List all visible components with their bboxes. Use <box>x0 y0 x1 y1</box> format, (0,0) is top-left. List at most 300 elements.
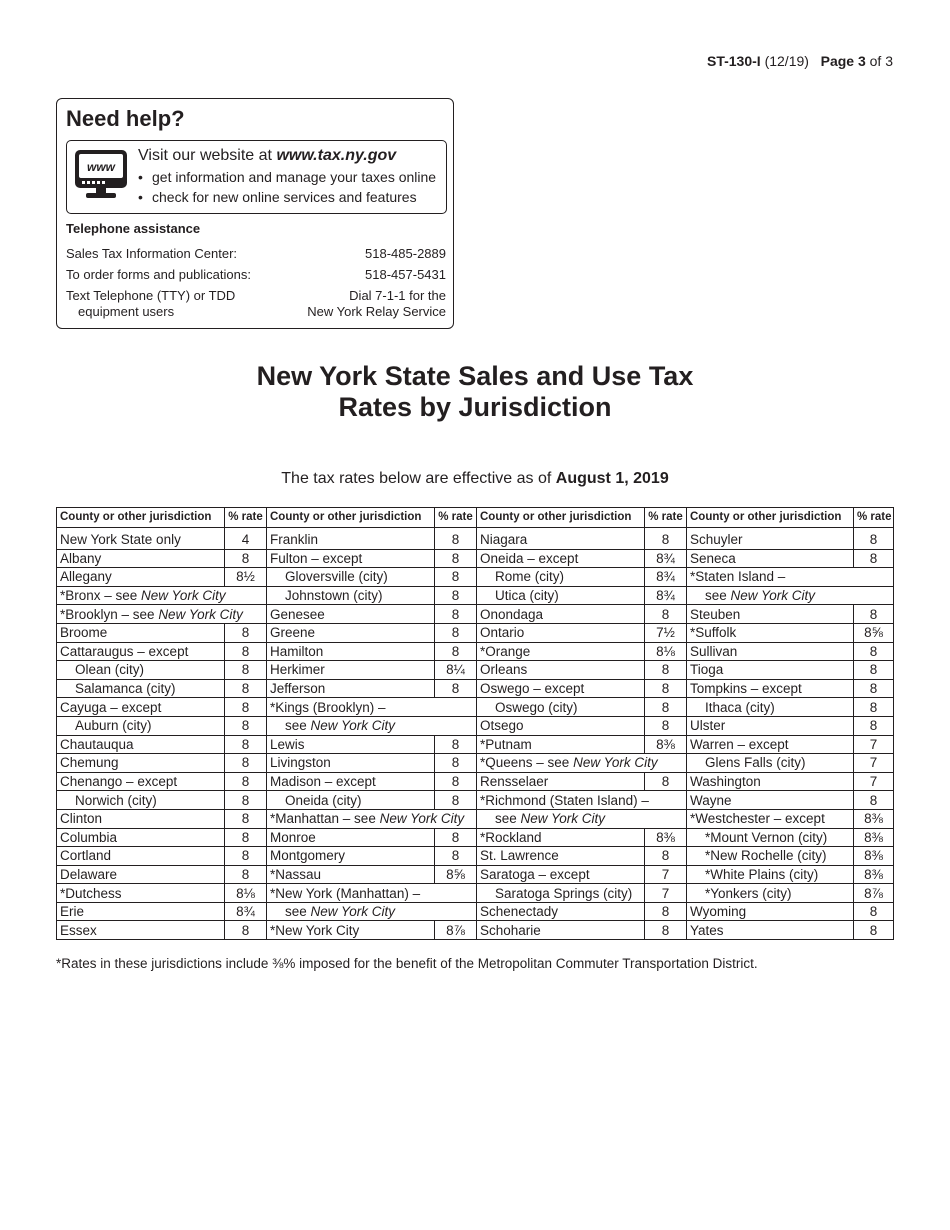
jurisdiction-text: *Staten Island – <box>690 569 786 585</box>
jurisdiction-name <box>57 847 225 866</box>
tax-rate: 8 <box>854 679 894 698</box>
jurisdiction-text: *Manhattan – see <box>270 811 380 827</box>
jurisdiction-text: Wyoming <box>690 904 747 920</box>
jurisdiction-text: *Suffolk <box>690 625 737 641</box>
jurisdiction-text: Cattaraugus – except <box>60 643 189 659</box>
jurisdiction-reference: New York City <box>573 755 658 771</box>
jurisdiction-name <box>57 605 267 624</box>
jurisdiction-name <box>477 549 645 568</box>
jurisdiction-name <box>267 865 435 884</box>
jurisdiction-name <box>477 921 645 940</box>
jurisdiction-name <box>57 679 225 698</box>
tax-rate: 8 <box>645 528 687 550</box>
jurisdiction-text: Livingston <box>270 755 331 771</box>
jurisdiction-name <box>687 828 854 847</box>
jurisdiction-text: *Brooklyn – see <box>60 606 159 622</box>
jurisdiction-text: St. Lawrence <box>480 848 559 864</box>
table-row <box>57 642 894 661</box>
jurisdiction-name <box>477 902 645 921</box>
jurisdiction-text: *Nassau <box>270 866 322 882</box>
jurisdiction-name <box>57 661 225 680</box>
jurisdiction-text: *Mount Vernon (city) <box>705 829 828 845</box>
jurisdiction-name <box>57 921 225 940</box>
table-row <box>57 623 894 642</box>
jurisdiction-name <box>477 865 645 884</box>
column-header: County or other jurisdiction <box>477 508 645 528</box>
title-line: New York State Sales and Use Tax <box>256 361 694 391</box>
tax-rate: 8 <box>854 642 894 661</box>
jurisdiction-reference: New York City <box>379 811 465 827</box>
jurisdiction-reference: New York City <box>158 606 243 622</box>
jurisdiction-name <box>57 772 225 791</box>
jurisdiction-text: Steuben <box>690 606 741 622</box>
jurisdiction-name <box>267 623 435 642</box>
jurisdiction-text: Oneida – except <box>480 550 579 566</box>
jurisdiction-name <box>687 528 854 550</box>
jurisdiction-name <box>267 679 435 698</box>
jurisdiction-name <box>267 586 435 605</box>
footnote: *Rates in these jurisdictions include ⅜% imposed for the benefit of the Metropolitan Commuter Transportation District. <box>56 956 758 971</box>
tax-rate: 8⅞ <box>854 884 894 903</box>
jurisdiction-text: Rensselaer <box>480 774 549 790</box>
tax-rate: 8 <box>854 791 894 810</box>
jurisdiction-text: Rome (city) <box>495 569 565 585</box>
jurisdiction-name <box>477 623 645 642</box>
jurisdiction-name <box>687 847 854 866</box>
table-row <box>57 884 894 903</box>
website-box <box>66 140 447 214</box>
tax-rate: 8⅞ <box>435 921 477 940</box>
table-row <box>57 809 894 828</box>
table-row <box>57 549 894 568</box>
tax-rate: 8 <box>225 754 267 773</box>
jurisdiction-text: *Yonkers (city) <box>705 885 792 901</box>
tax-rate: 8 <box>435 528 477 550</box>
jurisdiction-text: New York State only <box>60 532 181 548</box>
jurisdiction-text: *Rockland <box>480 829 542 845</box>
jurisdiction-text: Otsego <box>480 718 524 734</box>
telephone-label-line: equipment users <box>78 304 175 319</box>
telephone-label: To order forms and publications: <box>66 267 251 282</box>
jurisdiction-text: Allegany <box>60 569 112 585</box>
tax-rate: 8½ <box>225 568 267 587</box>
jurisdiction-text: Tioga <box>690 662 724 678</box>
tax-rate: 8 <box>645 698 687 717</box>
jurisdiction-text: *Richmond (Staten Island) – <box>480 792 649 808</box>
bullet-item: • get information and manage your taxes online <box>138 169 437 185</box>
jurisdiction-name <box>57 735 225 754</box>
jurisdiction-text: see <box>285 718 311 734</box>
table-row <box>57 847 894 866</box>
tax-rate: 8 <box>225 809 267 828</box>
tax-rate: 8¾ <box>225 902 267 921</box>
jurisdiction-name <box>687 679 854 698</box>
tax-rate: 8 <box>225 549 267 568</box>
tax-rate: 4 <box>225 528 267 550</box>
jurisdiction-name <box>477 605 645 624</box>
jurisdiction-name <box>267 642 435 661</box>
jurisdiction-reference: New York City <box>730 588 816 604</box>
rate-header: % rate <box>854 508 894 528</box>
jurisdiction-text: Herkimer <box>270 662 325 678</box>
jurisdiction-text: Jefferson <box>270 681 326 697</box>
jurisdiction-name <box>477 716 645 735</box>
jurisdiction-text: Franklin <box>270 532 319 548</box>
tax-rate: 8 <box>225 735 267 754</box>
jurisdiction-name <box>267 549 435 568</box>
jurisdiction-name <box>57 828 225 847</box>
tax-rate: 8 <box>854 716 894 735</box>
title-line: Rates by Jurisdiction <box>338 392 612 422</box>
table-row <box>57 754 894 773</box>
bullet-item: • check for new online services and features <box>138 189 417 205</box>
effective-date-line <box>0 470 950 488</box>
jurisdiction-name <box>57 884 225 903</box>
page-label: Page 3 <box>820 53 866 69</box>
jurisdiction-name <box>267 791 435 810</box>
jurisdiction-text: Albany <box>60 550 102 566</box>
tax-rates-table <box>56 507 894 940</box>
tax-rate: 8 <box>854 661 894 680</box>
tax-rate: 8 <box>854 605 894 624</box>
table-body <box>57 528 894 940</box>
tax-rate: 8⅛ <box>645 642 687 661</box>
website-prefix: Visit our website at <box>138 147 277 164</box>
tax-rate: 8 <box>435 586 477 605</box>
jurisdiction-name <box>267 754 435 773</box>
jurisdiction-name <box>687 586 894 605</box>
jurisdiction-name <box>57 586 267 605</box>
bullet-text: check for new online services and features <box>152 189 417 205</box>
jurisdiction-name <box>477 698 645 717</box>
telephone-label <box>66 288 235 320</box>
jurisdiction-name <box>267 902 477 921</box>
telephone-label-line: Text Telephone (TTY) or TDD <box>66 288 236 303</box>
jurisdiction-text: Lewis <box>270 736 305 752</box>
table-row <box>57 568 894 587</box>
jurisdiction-text: see <box>495 811 521 827</box>
jurisdiction-text: Cayuga – except <box>60 699 162 715</box>
jurisdiction-name <box>687 716 854 735</box>
tax-rate: 8 <box>435 605 477 624</box>
tax-rate: 8 <box>645 772 687 791</box>
jurisdiction-name <box>477 809 687 828</box>
jurisdiction-name <box>687 661 854 680</box>
jurisdiction-text: Chemung <box>60 755 119 771</box>
jurisdiction-name <box>477 568 645 587</box>
telephone-number <box>307 288 446 320</box>
bullet-text: get information and manage your taxes online <box>152 169 437 185</box>
table-row <box>57 528 894 550</box>
jurisdiction-name <box>687 772 854 791</box>
jurisdiction-text: Gloversville (city) <box>285 569 388 585</box>
jurisdiction-name <box>687 698 854 717</box>
jurisdiction-text: *Bronx – see <box>60 588 142 604</box>
tax-rate: 8 <box>225 679 267 698</box>
table-row <box>57 698 894 717</box>
tax-rate: 8 <box>435 828 477 847</box>
tax-rate: 8 <box>854 549 894 568</box>
table-row <box>57 772 894 791</box>
jurisdiction-name <box>267 698 477 717</box>
page-title <box>0 361 950 423</box>
column-header: County or other jurisdiction <box>57 508 225 528</box>
tax-rate: 8⅜ <box>854 847 894 866</box>
jurisdiction-name <box>477 828 645 847</box>
jurisdiction-text: Utica (city) <box>495 588 559 604</box>
jurisdiction-text: Salamanca (city) <box>75 681 176 697</box>
website-url-link[interactable]: www.tax.ny.gov <box>276 147 397 164</box>
tax-rate: 8 <box>645 902 687 921</box>
jurisdiction-name <box>57 549 225 568</box>
jurisdiction-name <box>477 661 645 680</box>
tax-rate: 8 <box>435 568 477 587</box>
tax-rate: 8 <box>225 716 267 735</box>
form-number: ST-130-I <box>706 53 761 69</box>
tax-rate: 8 <box>225 791 267 810</box>
jurisdiction-text: Broome <box>60 625 108 641</box>
jurisdiction-name <box>687 902 854 921</box>
tax-rate: 8 <box>854 528 894 550</box>
jurisdiction-text: *New York City <box>270 922 360 938</box>
tax-rate: 8 <box>854 902 894 921</box>
jurisdiction-text: Ulster <box>690 718 726 734</box>
jurisdiction-text: see <box>285 904 311 920</box>
jurisdiction-text: Fulton – except <box>270 550 363 566</box>
jurisdiction-text: Madison – except <box>270 774 376 790</box>
tax-rate: 8 <box>435 735 477 754</box>
jurisdiction-name <box>267 716 477 735</box>
jurisdiction-name <box>687 568 894 587</box>
jurisdiction-text: *Westchester – except <box>690 811 825 827</box>
tax-rate: 8 <box>225 698 267 717</box>
table-header-row <box>57 508 894 528</box>
table-row <box>57 921 894 940</box>
jurisdiction-text: Delaware <box>60 866 118 882</box>
jurisdiction-text: Onondaga <box>480 606 544 622</box>
tax-rate: 8¾ <box>645 568 687 587</box>
jurisdiction-name <box>687 623 854 642</box>
jurisdiction-name <box>687 884 854 903</box>
jurisdiction-name <box>477 791 687 810</box>
jurisdiction-name <box>477 642 645 661</box>
jurisdiction-text: Washington <box>690 774 761 790</box>
tax-rate: 8 <box>225 828 267 847</box>
jurisdiction-name <box>57 902 225 921</box>
jurisdiction-text: Ontario <box>480 625 525 641</box>
tax-rate: 8 <box>435 754 477 773</box>
tax-rate: 8 <box>435 791 477 810</box>
tax-rate: 8 <box>225 642 267 661</box>
jurisdiction-text: Saratoga Springs (city) <box>495 885 633 901</box>
effective-date: August 1, 2019 <box>555 470 669 487</box>
jurisdiction-text: Genesee <box>270 606 325 622</box>
jurisdiction-name <box>687 642 854 661</box>
tax-rate: 8⅝ <box>854 623 894 642</box>
jurisdiction-name <box>477 884 645 903</box>
table-row <box>57 586 894 605</box>
jurisdiction-name <box>267 921 435 940</box>
jurisdiction-name <box>687 921 854 940</box>
jurisdiction-text: *New Rochelle (city) <box>705 848 827 864</box>
jurisdiction-name <box>687 791 854 810</box>
jurisdiction-name <box>687 549 854 568</box>
tax-rate: 8 <box>435 679 477 698</box>
jurisdiction-reference: New York City <box>520 811 606 827</box>
jurisdiction-text: Seneca <box>690 550 736 566</box>
table-row <box>57 661 894 680</box>
tax-rate: 8 <box>645 661 687 680</box>
jurisdiction-name <box>477 772 645 791</box>
jurisdiction-name <box>267 847 435 866</box>
jurisdiction-name <box>477 735 645 754</box>
tax-rate: 8⅛ <box>225 884 267 903</box>
jurisdiction-text: Ithaca (city) <box>705 699 775 715</box>
jurisdiction-text: Orleans <box>480 662 528 678</box>
tax-rate: 8 <box>854 921 894 940</box>
rate-header: % rate <box>225 508 267 528</box>
tax-rate: 7 <box>854 772 894 791</box>
tax-rate: 8 <box>225 865 267 884</box>
jurisdiction-text: Chenango – except <box>60 774 178 790</box>
jurisdiction-text: *Putnam <box>480 736 532 752</box>
jurisdiction-name <box>687 735 854 754</box>
table-row <box>57 679 894 698</box>
tax-rate: 8 <box>645 847 687 866</box>
jurisdiction-text: Clinton <box>60 811 103 827</box>
rate-header: % rate <box>645 508 687 528</box>
jurisdiction-text: Schoharie <box>480 922 541 938</box>
jurisdiction-name <box>57 698 225 717</box>
column-header: County or other jurisdiction <box>267 508 435 528</box>
jurisdiction-name <box>57 623 225 642</box>
jurisdiction-text: Oneida (city) <box>285 792 362 808</box>
jurisdiction-name <box>267 772 435 791</box>
jurisdiction-text: Tompkins – except <box>690 681 802 697</box>
tax-rate: 8 <box>435 847 477 866</box>
jurisdiction-name <box>57 865 225 884</box>
page-of: of 3 <box>865 53 893 69</box>
tax-rate: 8⅜ <box>854 828 894 847</box>
jurisdiction-text: *Orange <box>480 643 531 659</box>
jurisdiction-name <box>477 528 645 550</box>
tax-rate: 8 <box>645 605 687 624</box>
jurisdiction-text: Greene <box>270 625 316 641</box>
jurisdiction-text: *White Plains (city) <box>705 866 819 882</box>
tax-rate: 8 <box>435 642 477 661</box>
jurisdiction-text: Chautauqua <box>60 736 134 752</box>
jurisdiction-text: Erie <box>60 904 85 920</box>
jurisdiction-name <box>267 828 435 847</box>
jurisdiction-text: Wayne <box>690 792 732 808</box>
form-date: (12/19) <box>760 53 809 69</box>
table-row <box>57 865 894 884</box>
jurisdiction-name <box>267 809 477 828</box>
jurisdiction-reference: New York City <box>141 588 226 604</box>
jurisdiction-text: Olean (city) <box>75 662 145 678</box>
tax-rate: 8 <box>645 679 687 698</box>
jurisdiction-text: *Queens – see <box>480 755 574 771</box>
jurisdiction-text: Warren – except <box>690 736 789 752</box>
jurisdiction-text: Yates <box>690 922 724 938</box>
tax-rate: 8 <box>225 847 267 866</box>
jurisdiction-name <box>57 642 225 661</box>
tax-rate: 7 <box>645 865 687 884</box>
table-row <box>57 828 894 847</box>
jurisdiction-text: *Kings (Brooklyn) – <box>270 699 386 715</box>
jurisdiction-text: *New York (Manhattan) – <box>270 885 421 901</box>
website-line <box>138 147 396 165</box>
jurisdiction-text: Cortland <box>60 848 112 864</box>
rate-header: % rate <box>435 508 477 528</box>
tax-rate: 8 <box>645 921 687 940</box>
jurisdiction-text: Essex <box>60 922 97 938</box>
jurisdiction-text: Monroe <box>270 829 316 845</box>
tax-rate: 7 <box>645 884 687 903</box>
tax-rate: 8¾ <box>645 549 687 568</box>
jurisdiction-name <box>267 528 435 550</box>
jurisdiction-text: Norwich (city) <box>75 792 157 808</box>
jurisdiction-text: Oswego – except <box>480 681 585 697</box>
tax-rate: 8⅜ <box>854 865 894 884</box>
table-row <box>57 605 894 624</box>
jurisdiction-name <box>477 847 645 866</box>
jurisdiction-reference: New York City <box>310 718 396 734</box>
tax-rate: 7½ <box>645 623 687 642</box>
jurisdiction-name <box>57 528 225 550</box>
www-label: www <box>86 160 116 174</box>
tax-rate: 8 <box>435 772 477 791</box>
jurisdiction-name <box>687 754 854 773</box>
telephone-title: Telephone assistance <box>66 221 201 236</box>
tax-rate: 8¾ <box>645 586 687 605</box>
jurisdiction-name <box>57 716 225 735</box>
computer-monitor-icon <box>74 149 128 199</box>
jurisdiction-name <box>267 568 435 587</box>
jurisdiction-name <box>477 679 645 698</box>
tax-rate: 8 <box>225 623 267 642</box>
jurisdiction-name <box>267 605 435 624</box>
form-identifier <box>707 53 893 69</box>
jurisdiction-text: Oswego (city) <box>495 699 578 715</box>
table-row <box>57 716 894 735</box>
telephone-number: 518-485-2889 <box>365 246 446 261</box>
jurisdiction-text: Schuyler <box>690 532 743 548</box>
jurisdiction-name <box>687 865 854 884</box>
jurisdiction-name <box>477 586 645 605</box>
help-title: Need help? <box>66 106 185 131</box>
jurisdiction-text: Johnstown (city) <box>285 588 383 604</box>
effective-prefix: The tax rates below are effective as of <box>281 470 556 487</box>
jurisdiction-text: Auburn (city) <box>75 718 152 734</box>
jurisdiction-name <box>267 884 477 903</box>
jurisdiction-name <box>57 568 225 587</box>
jurisdiction-name <box>57 809 225 828</box>
jurisdiction-text: Saratoga – except <box>480 866 590 882</box>
tax-rate: 8¼ <box>435 661 477 680</box>
jurisdiction-name <box>267 661 435 680</box>
jurisdiction-text: *Dutchess <box>60 885 122 901</box>
tax-rate: 8 <box>225 661 267 680</box>
jurisdiction-text: Schenectady <box>480 904 559 920</box>
telephone-label: Sales Tax Information Center: <box>66 246 238 261</box>
need-help-box <box>56 98 454 329</box>
tax-rate: 7 <box>854 735 894 754</box>
tax-rate: 8⅜ <box>854 809 894 828</box>
telephone-value-line: Dial 7-1-1 for the <box>349 288 446 303</box>
tax-rate: 8 <box>435 549 477 568</box>
telephone-number: 518-457-5431 <box>365 267 446 282</box>
